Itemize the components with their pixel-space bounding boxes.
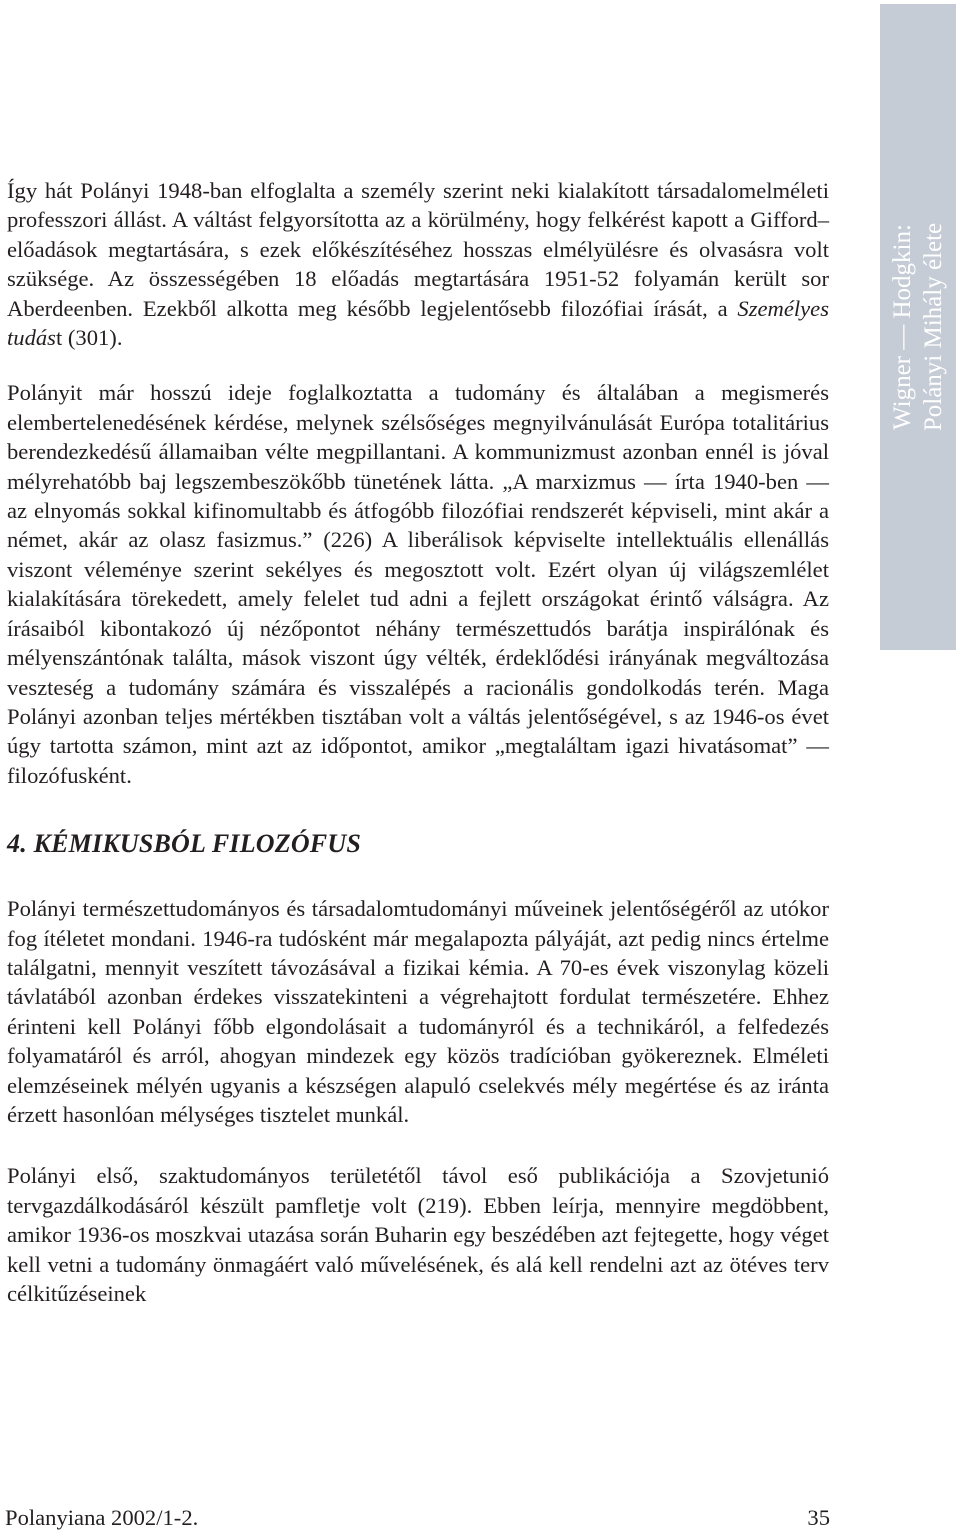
book-title-italic: Személyes tudás: [7, 295, 829, 351]
running-header-side-tab: [880, 4, 956, 650]
paragraph-text-end: t (301).: [55, 325, 123, 351]
footer-journal-name: Polanyiana 2002/1-2.: [5, 1505, 199, 1530]
paragraph-text: Így hát Polányi 1948-ban elfoglalta a személy szerint neki kialakított társadalomelméleti professzori állást. A váltást felgyorsította az a körülmény, hogy felkérést kapott a Gifford–előadások megtartására, s ezek előkészítéséhez hosszas elmélyülésre és olvasásra volt szüksége. Az összességében 18 előadás megtartására 1951-52 folyamán került sor Aberdeenben. Ezekből alkotta meg később legjelentősebb filozófiai írását, a: [7, 178, 829, 321]
paragraph: Polányi természettudományos és társadalomtudományi műveinek jelentőségéről az utókor fog ítéletet mondani. 1946-ra tudósként már megalapozta pályáját, azt pedig nincs értelme találgatni, mennyit veszített távozásával a fizikai kémia. A 70-es évek viszonylag közeli távlatából azonban érdekes visszatekinteni a végrehajtott fordulat természetére. Ehhez érinteni kell Polányi főbb elgondolásait a tudományról és a technikáról, a felfedezés folyamatáról és arról, ahogyan mindezek egy közös tradícióban gyökereznek. Elméleti elemzéseinek mélyén ugyanis a készségen alapuló cselekvés mély megértése és az iránta érzett hasonlóan mélységes tisztelet munkál.: [7, 896, 829, 1127]
paragraph: Polányit már hosszú ideje foglalkoztatta a tudomány és általában a megismerés elembertelenedésének kérdése, melynek szélsőséges megnyilvánulását Európa totalitárius berendezkedésű államaiban vélte megpillantani. A kommunizmust azonban ennél is jóval mélyrehatóbb baj legszembeszökőbb tünetének látta. „A marxizmus — írta 1940-ben — az elnyomás sokkal kifinomultabb és átfogóbb filozófiai rendszerét képviseli, mint akár a német, akár az olasz fasizmus.” (226) A liberálisok képviselte intellektuális ellenállás viszont véleménye szerint sekélyes és megosztott volt. Ezért olyan új világszemlélet kialakítására törekedett, amely felelet tud adni a fejlett országokat érintő válságra. Az írásaiból kibontakozó új nézőpontot néhány természettudós barátja inspirálónak és mélyenszántónak találta, mások viszont úgy vélték, érdeklődési irányának megváltozása veszteség a tudomány számára és visszalépés a racionális gondolkodás terén. Maga Polányi azonban teljes mértékben tisztában volt a váltás jelentőségével, s az 1946-os évet úgy tartotta számon, mint azt az időpontot, amikor „megtaláltam igazi hivatásomat” — filozófusként.: [7, 380, 829, 788]
page-number: 35: [807, 1505, 830, 1530]
paragraph: Polányi első, szaktudományos területétől távol eső publikációja a Szovjetunió tervgazdálkodásáról készült pamfletje volt (219). Ebben leírja, mennyire megdöbbent, amikor 1936-os moszkvai utazása során Buharin egy beszédében azt fejtegette, hogy véget kell vetni a tudomány önmagáért való művelésének, és alá kell rendelni azt az ötéves terv célkitűzéseinek: [7, 1163, 829, 1306]
section-heading: 4. KÉMIKUSBÓL FILOZÓFUS: [7, 829, 361, 859]
main-text-column: [7, 176, 829, 1308]
paragraph: [7, 176, 829, 352]
page-footer: [5, 1503, 830, 1533]
side-tab-title: Polányi Mihály élete: [920, 222, 947, 432]
side-tab-authors: Wigner — Hodgkin:: [889, 224, 916, 430]
side-tab-text: [887, 223, 949, 431]
